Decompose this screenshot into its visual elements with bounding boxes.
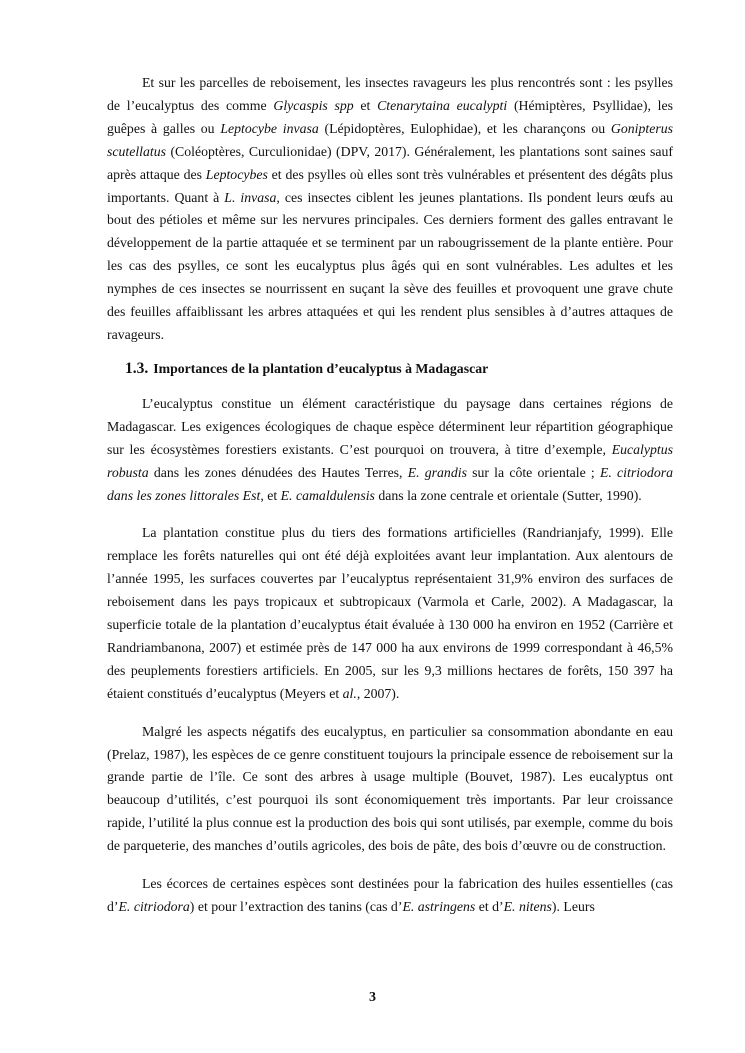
paragraph-plantation-surfaces — [107, 522, 673, 705]
species-name: E. citriodora dans les zones littorales Est — [107, 464, 673, 503]
species-name: L. invasa — [224, 189, 277, 205]
species-name: E. nitens — [503, 899, 552, 914]
text-run: Et sur les parcelles de reboisement, les insectes ravageurs les plus rencontrés sont : les psylles de l’eucalyptus des comme — [107, 75, 673, 113]
text-run: ) et pour l’extraction des tanins (cas d’ — [189, 899, 403, 914]
paragraph-eucalyptus-uses: Malgré les aspects négatifs des eucalyptus, en particulier sa consommation abondante en eau (Prelaz, 1987), les espèces de ce genre constituent toujours la principale essence de reboisement sur la grande partie de l’île. Ce sont des arbres à usage multiple (Bouvet, 1987). Les eucalyptus ont beaucoup d’utilités, c’est pourquoi ils sont économiquement très importants. Par leur croissance rapide, l’utilité la plus connue est la production des bois qui sont utilisés, par exemple, comme du bois de parqueterie, des manches d’outils agricoles, des bois de pâte, des bois d’œuvre ou de construction. — [107, 723, 673, 854]
text-run: La plantation constitue plus du tiers des formations artificielles (Randrianjafy, 1999). Elle remplace les forêts naturelles qui ont été déjà exploitées avant leur implantation. Aux alentours de l’année 1995, les surfaces couvertes par l’eucalyptus représentaient 31,9% environ des surfaces de reboisement dans les pays tropicaux et subtropicaux (Varmola et Carle, 2002). A Madagascar, la superficie totale de la plantation d’eucalyptus était évaluée à 130 000 ha environ en 1952 (Carrière et Randriambanona, 2007) et estimée près de 147 000 ha aux environs de 1999 correspondant à 46,5% des peuplements forestiers artificiels. En 2005, sur les 9,3 millions hectares de forêts, 150 397 ha étaient constitués d’eucalyptus (Meyers et — [107, 525, 673, 701]
page-number: 3 — [369, 990, 376, 1005]
text-run: ). Leurs — [551, 899, 595, 914]
paragraph-eucalyptus-landscape — [107, 393, 673, 508]
text-run: , et — [260, 487, 281, 503]
paragraph-forest-pests — [107, 72, 673, 347]
text-run: et des psylles où elles sont très vulnérables et présentent des dégâts plus importants. Quant à — [107, 166, 673, 205]
species-name: E. citriodora — [118, 899, 190, 914]
text-run: dans la zone centrale et orientale (Sutter, 1990). — [374, 487, 642, 503]
text-run: (Lépidoptères, Eulophidae), et les charançons ou — [318, 120, 611, 136]
species-name: E. grandis — [407, 464, 467, 480]
section-number: 1.3. — [125, 359, 149, 377]
species-name: E. astringens — [402, 899, 476, 914]
section-title: Importances de la plantation d’eucalyptus à Madagascar — [153, 360, 489, 376]
species-name: E. camaldulensis — [280, 487, 375, 503]
species-name: Ctenarytaina eucalypti — [377, 97, 508, 113]
text-run: Les écorces de certaines espèces sont destinées pour la fabrication des huiles essentielles (cas d’ — [107, 876, 673, 914]
species-name: Glycaspis spp — [273, 97, 354, 113]
text-run: et d’ — [475, 899, 504, 914]
text-run: , ces insectes ciblent les jeunes plantations. Ils pondent leurs œufs au bout des pétioles et même sur les nervures principales. Ces derniers forment des galles entravant le développement de la partie attaquée et se terminent par un rabougrissement de la plante entière. Pour les cas des psylles, ce sont les eucalyptus plus âgés qui en sont vulnérables. Les adultes et les nymphes de ces insectes se nourrissent en suçant la sève des feuilles et provoquent une grave chute des feuilles affaiblissant les arbres attaquées et qui les rendent plus sensibles à d’autres attaques de ravageurs. — [107, 189, 673, 342]
text-run: (Hémiptères, Psyllidae), les guêpes à galles ou — [107, 97, 674, 136]
text-run: L’eucalyptus constitue un élément caractéristique du paysage dans certaines régions de Madagascar. Les exigences écologiques de chaque espèce déterminent leur répartition géographique sur les écosystèmes forestiers existants. C’est pourquoi on trouvera, à titre d’exemple — [107, 395, 673, 457]
page-body — [107, 72, 673, 919]
species-name: Leptocybe invasa — [220, 120, 319, 136]
species-name: , Eucalyptus robusta — [107, 441, 673, 480]
text-run: et — [353, 97, 378, 113]
citation-etal: al. — [342, 685, 357, 701]
species-name: Gonipterus scutellatus — [107, 120, 673, 159]
species-name: Leptocybes — [205, 166, 268, 182]
paragraph-bark-uses — [107, 873, 673, 919]
section-heading — [125, 358, 673, 380]
text-run: dans les zones dénudées des Hautes Terres, — [148, 464, 408, 480]
text-run: sur la côte orientale ; — [466, 464, 600, 480]
text-run: (Coléoptères, Curculionidae) (DPV, 2017). Généralement, les plantations sont saines sauf après attaque des — [107, 143, 673, 182]
text-run: , 2007). — [356, 685, 400, 701]
